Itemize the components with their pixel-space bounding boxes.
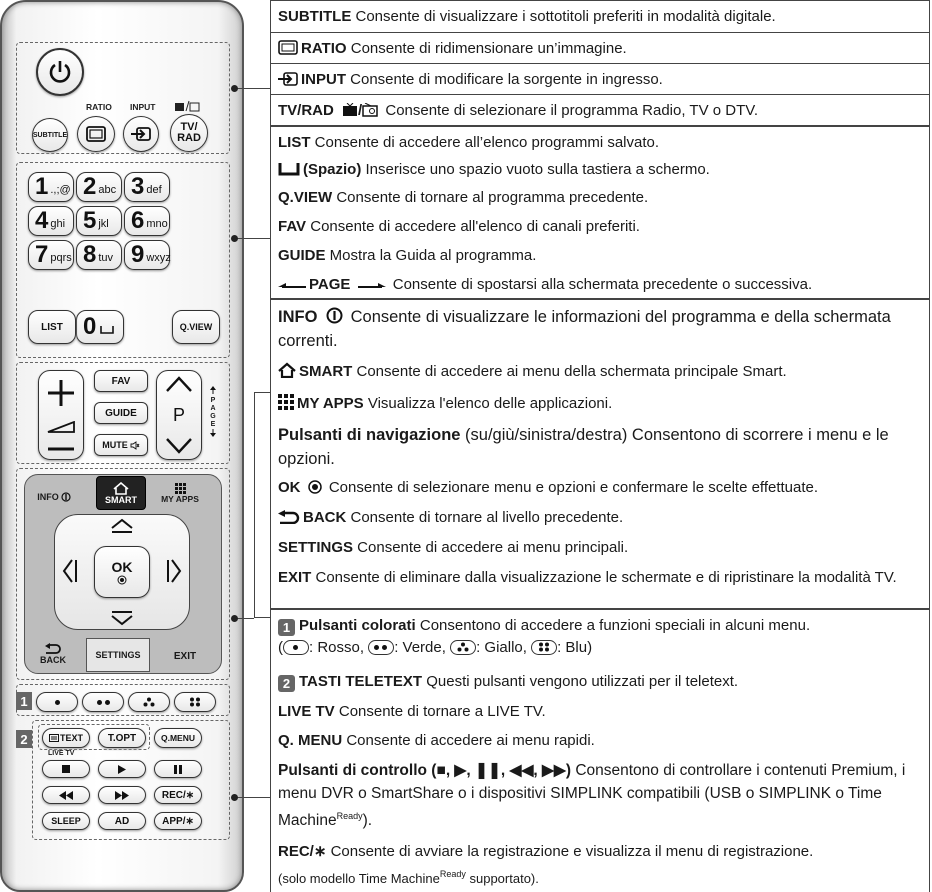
subtitle-key: SUBTITLE [278,8,352,25]
section-4 [270,609,930,892]
smart-text: Consente di accedere ai menu della schermata principale Smart. [352,363,787,380]
number-key-letters: abc [98,184,117,196]
settings-text: Consente di accedere ai menu principali. [353,539,629,556]
fav-key: FAV [278,218,307,235]
row-color-buttons [271,610,929,664]
rec-note-b: supportato). [465,871,539,886]
connector-dot-1 [231,85,238,92]
nav-up-icon[interactable] [110,518,134,534]
ratio-text: Consente di ridimensionare un’immagine. [346,40,627,57]
number-key-0[interactable] [76,310,124,344]
nav-key: Pulsanti di navigazione [278,426,461,444]
color-blue: : Blu) [557,639,593,656]
number-key-8[interactable] [76,240,122,270]
info-icon [61,492,71,502]
volume-icon [46,421,76,433]
connector-line-2 [234,238,270,239]
page-up-mark [210,386,216,394]
tv-icon [342,103,358,117]
page-letters: PAGE [210,397,216,428]
back-text: Consente di tornare al livello precedente. [346,509,624,526]
teletext-icon [49,734,59,742]
row-list [271,127,929,154]
row-info [271,300,929,356]
tvrad-key: TV/RAD [278,102,334,119]
home-icon [113,482,129,495]
text-button[interactable] [42,728,90,748]
power-button[interactable] [36,48,84,96]
rec-key: REC/∗ [278,843,327,860]
yellow-button[interactable] [128,692,170,712]
play-button[interactable] [98,760,146,778]
power-icon [47,59,73,85]
radio-icon [362,103,378,117]
nav-down-icon[interactable] [110,610,134,626]
settings-button[interactable]: SETTINGS [86,638,150,672]
number-key-digit: 2 [83,173,97,200]
number-key-3[interactable] [124,172,170,202]
input-icon [131,127,151,141]
home-icon [278,362,296,378]
input-key: INPUT [301,71,346,88]
color-text: Consentono di accedere a funzioni speciali in alcuni menu. [415,617,811,634]
ratio-key: RATIO [301,40,347,57]
ad-button[interactable]: AD [98,812,146,830]
number-key-1[interactable] [28,172,74,202]
space-icon [100,325,114,335]
badge-1: 1 [16,692,32,710]
ok-button[interactable] [94,546,150,598]
page-key: PAGE [309,276,351,293]
myapps-text: Visualizza l'elenco delle applicazioni. [363,395,613,412]
teletext-text: Questi pulsanti vengono utilizzati per il teletext. [422,673,739,690]
program-up-icon [164,375,194,393]
color-green: : Verde, [394,639,451,656]
red-dot-icon [55,700,60,705]
back-button[interactable] [28,636,78,672]
rec-button[interactable]: REC/∗ [154,786,202,804]
fav-button[interactable]: FAV [94,370,148,392]
row-tvrad [271,95,929,126]
number-key-digit: 9 [131,241,145,268]
ok-text: Consente di selezionare menu e opzioni e confermare le scelte effettuate. [324,479,819,496]
number-key-letters: jkl [98,218,109,230]
number-key-digit: 8 [83,241,97,268]
row-navigation [271,418,929,472]
blue-dots-icon [189,697,201,707]
teletext-num-badge: 2 [278,675,295,692]
row-settings [271,532,929,562]
row-rec [271,836,929,892]
livetv-text: Consente di tornare a LIVE TV. [334,703,546,720]
mute-label: MUTE [102,440,128,450]
green-dot2-icon [105,700,110,705]
ok-circle-icon [308,480,322,494]
row-ok [271,472,929,502]
tvrad-text: Consente di selezionare il programma Radio, TV o DTV. [381,102,759,119]
guide-key: GUIDE [278,247,326,264]
color-open-paren: ( [278,639,283,656]
info-key: INFO [278,308,318,326]
volume-down-icon [46,446,76,452]
page-down-mark [210,429,216,437]
description-table [270,0,932,892]
guide-text: Mostra la Guida al programma. [325,247,537,264]
control-key: Pulsanti di controllo [278,762,427,779]
input-text: Consente di modificare la sorgente in ingresso. [346,71,663,88]
page-text: Consente di spostarsi alla schermata precedente o successiva. [388,276,813,293]
fast-forward-icon [115,791,129,800]
number-key-7[interactable] [28,240,74,270]
control-end: ). [362,812,373,830]
red-button-icon [283,640,309,655]
forward-button[interactable] [98,786,146,804]
control-symbols: (■, ▶, ❚❚, ◀◀, ▶▶) [426,762,572,779]
space-key: (Spazio) [303,161,362,178]
rec-text: Consente di avviare la registrazione e visualizza il menu di registrazione. [326,843,814,860]
input-button[interactable] [123,116,159,152]
smart-label: SMART [105,494,137,505]
row-livetv [271,696,929,725]
connector-dot-4 [231,794,238,801]
info-icon [326,307,343,324]
connector-line-4 [234,797,270,798]
my-apps-button[interactable] [150,476,210,510]
color-key: Pulsanti colorati [299,617,416,634]
qmenu-key: Q. MENU [278,732,343,749]
section-3 [270,299,930,609]
number-key-2[interactable] [76,172,122,202]
row-subtitle [271,1,929,33]
number-key-6[interactable] [124,206,170,236]
qview-text: Consente di tornare al programma precedente. [332,189,649,206]
blue-button[interactable] [174,692,216,712]
number-key-5[interactable] [76,206,122,236]
rec-note-ready: Ready [439,869,466,879]
settings-key: SETTINGS [278,539,354,556]
green-button[interactable] [82,692,124,712]
myapps-key: MY APPS [297,395,364,412]
number-key-9[interactable] [124,240,170,270]
color-yellow: : Giallo, [476,639,532,656]
section-2 [270,126,930,299]
control-ready: Ready [336,811,363,821]
number-key-digit: 7 [35,241,49,268]
connector-dot-3 [231,615,238,622]
tv-rad-button[interactable]: TV/ RAD [170,114,208,152]
badge-2: 2 [16,730,32,748]
ok-key: OK [278,479,301,496]
yellow-dots-icon [143,697,155,707]
play-icon [118,765,126,774]
fav-text: Consente di accedere all'elenco di canali preferiti. [306,218,640,235]
number-key-letters: mno [146,218,168,230]
number-key-letters: .,;@ [50,184,71,196]
row-myapps [271,388,929,418]
number-key-letters: wxyz [146,252,171,264]
control-text: Consentono di controllare i contenuti Premium, i menu DVR o SmartShare o i dispositivi SIMPLINK compatibili (USB o SIMPLINK o Time Machine [278,762,906,830]
list-text: Consente di accedere all’elenco programmi salvato. [310,134,660,151]
apps-grid-icon [175,483,186,494]
subtitle-button[interactable]: SUBTITLE [32,118,68,152]
live-tv-label: LIVE TV [48,750,75,757]
volume-up-icon [46,378,76,408]
row-back [271,502,929,532]
ok-label: OK [111,559,133,575]
info-label: INFO [37,492,59,502]
color-red: : Rosso, [309,639,369,656]
row-guide [271,240,929,269]
page-left-arrow-icon [278,281,306,291]
rewind-icon [59,791,73,800]
mute-button[interactable] [94,434,148,456]
number-key-digit: 0 [83,313,97,340]
number-key-digit: 6 [131,207,145,234]
program-rocker[interactable] [156,370,202,460]
number-key-letters: def [146,184,162,196]
connector-line-3 [254,392,270,618]
row-input [271,64,929,95]
smart-button[interactable] [96,476,146,510]
smart-key: SMART [299,363,353,380]
list-key: LIST [278,134,311,151]
ratio-icon [86,126,106,142]
row-page [271,269,929,299]
number-key-4[interactable] [28,206,74,236]
back-key: BACK [303,509,347,526]
subtitle-text: Consente di visualizzare i sottotitoli preferiti in modalità digitale. [351,8,776,25]
exit-text: Consente di eliminare dalla visualizzazione le schermate e di ripristinare la modalità TV. [311,569,897,586]
volume-rocker[interactable] [38,370,84,460]
nav-text: (su/giù/sinistra/destra) Consentono di scorrere i menu e le opzioni. [278,426,889,468]
green-button-icon [368,640,394,655]
qmenu-text: Consente di accedere ai menu rapidi. [342,732,595,749]
back-label: BACK [40,655,66,665]
ratio-label: RATIO [86,102,112,112]
program-label: P [172,404,185,425]
stop-button[interactable] [42,760,90,778]
guide-button[interactable]: GUIDE [94,402,148,424]
space-icon [278,162,300,176]
nav-right-icon[interactable] [166,558,182,584]
row-space [271,154,929,182]
rewind-button[interactable] [42,786,90,804]
text-label: TEXT [59,733,83,743]
green-dot-icon [97,700,102,705]
info-text: Consente di visualizzare le informazioni del programma e della schermata correnti. [278,308,891,350]
exit-key: EXIT [278,569,312,586]
tv-radio-icon [174,100,200,112]
number-key-letters: ghi [50,218,66,230]
page-side-label [208,386,218,440]
pause-icon [174,765,182,774]
connector-dot-2 [231,235,238,242]
yellow-button-icon [450,640,476,655]
input-icon [278,72,298,86]
back-icon [278,510,300,524]
row-exit [271,562,929,610]
mute-icon [130,441,140,450]
page-right-arrow-icon [358,281,386,291]
remote-control-illustration [0,0,244,892]
number-key-letters: tuv [98,252,114,264]
row-qview [271,182,929,211]
number-key-digit: 3 [131,173,145,200]
topt-button[interactable]: T.OPT [98,728,146,748]
blue-button-icon [531,640,557,655]
qview-key: Q.VIEW [278,189,333,206]
number-key-digit: 4 [35,207,49,234]
row-teletext [271,666,929,696]
list-button[interactable]: LIST [28,310,76,344]
ratio-icon [278,40,298,55]
rec-note-a: (solo modello Time Machine [278,871,440,886]
ok-circle-icon [117,575,127,585]
exit-button[interactable]: EXIT [173,650,197,662]
pause-button[interactable] [154,760,202,778]
nav-left-icon[interactable] [62,558,78,584]
livetv-key: LIVE TV [278,703,335,720]
row-fav [271,211,929,240]
row-ratio [271,33,929,64]
section-1 [270,0,930,126]
row-smart [271,356,929,388]
my-apps-label: MY APPS [161,493,199,504]
color-num-badge: 1 [278,619,295,636]
back-icon [44,643,62,655]
space-text: Inserisce uno spazio vuoto sulla tastiera a schermo. [361,161,710,178]
apps-grid-icon [278,394,294,410]
qview-button[interactable]: Q.VIEW [172,310,220,344]
ratio-button[interactable] [77,116,115,152]
row-control [271,754,929,834]
red-button[interactable] [36,692,78,712]
number-key-digit: 1 [35,173,49,200]
tvrad-slash: / [358,102,363,119]
stop-icon [62,765,70,773]
qmenu-button[interactable]: Q.MENU [154,728,202,748]
program-down-icon [164,437,194,455]
app-button[interactable]: APP/∗ [154,812,202,830]
sleep-button[interactable]: SLEEP [42,812,90,830]
input-label: INPUT [130,102,156,112]
number-key-letters: pqrs [50,252,72,264]
info-button[interactable] [26,486,82,508]
teletext-key: TASTI TELETEXT [299,673,423,690]
row-qmenu [271,725,929,754]
connector-line-1 [234,88,270,89]
number-key-digit: 5 [83,207,97,234]
